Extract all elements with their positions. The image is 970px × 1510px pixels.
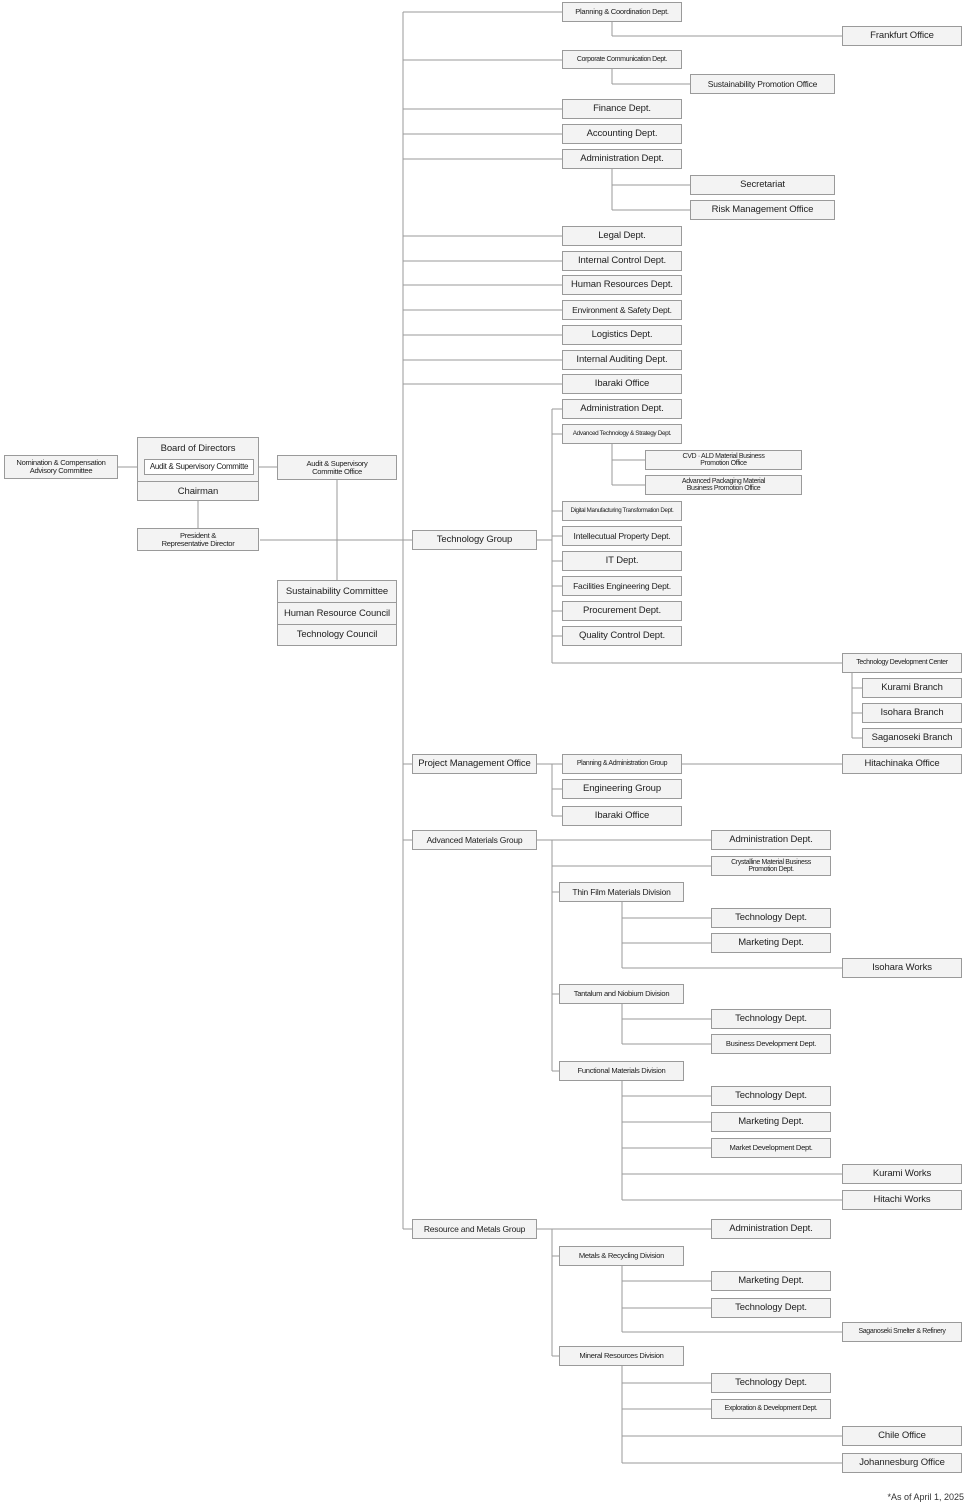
- council-sustainability: Sustainability Committee: [285, 585, 389, 597]
- thin-technology-dept: Technology Dept.: [711, 908, 831, 928]
- environment-safety-dept: Environment & Safety Dept.: [562, 300, 682, 320]
- saganoseki-branch: Saganoseki Branch: [862, 728, 962, 748]
- thin-film-materials-division: Thin Film Materials Division: [559, 882, 684, 902]
- metals-marketing-dept: Marketing Dept.: [711, 1271, 831, 1291]
- risk-management-office: Risk Management Office: [690, 200, 835, 220]
- crystalline-material-dept: Crystalline Material Business Promotion Dept.: [711, 856, 831, 876]
- tantalum-niobium-division: Tantalum and Niobium Division: [559, 984, 684, 1004]
- exploration-development-dept: Exploration & Development Dept.: [711, 1399, 831, 1419]
- council-technology: Technology Council: [296, 629, 378, 641]
- saganoseki-smelter-refinery: Saganoseki Smelter & Refinery: [842, 1322, 962, 1342]
- audit-office-box: Audit & Supervisory Committe Office: [277, 455, 397, 480]
- project-management-office: Project Management Office: [412, 754, 537, 774]
- chairman-label: Chairman: [177, 485, 219, 497]
- chile-office: Chile Office: [842, 1426, 962, 1446]
- engineering-group: Engineering Group: [562, 779, 682, 799]
- finance-dept: Finance Dept.: [562, 99, 682, 119]
- advanced-materials-group: Advanced Materials Group: [412, 830, 537, 850]
- procurement-dept: Procurement Dept.: [562, 601, 682, 621]
- facilities-engineering-dept: Facilities Engineering Dept.: [562, 576, 682, 596]
- advanced-packaging-promotion-office: Advanced Packaging Material Business Promotion Office: [645, 475, 802, 495]
- logistics-dept: Logistics Dept.: [562, 325, 682, 345]
- hitachinaka-office: Hitachinaka Office: [842, 754, 962, 774]
- sustainability-promotion-office: Sustainability Promotion Office: [690, 74, 835, 94]
- councils-box: [277, 580, 397, 646]
- kurami-works: Kurami Works: [842, 1164, 962, 1184]
- nomination-committee-box: Nomination & Compensation Advisory Committee: [4, 455, 118, 479]
- human-resources-dept: Human Resources Dept.: [562, 275, 682, 295]
- it-dept: IT Dept.: [562, 551, 682, 571]
- isohara-works: Isohara Works: [842, 958, 962, 978]
- am-administration-dept: Administration Dept.: [711, 830, 831, 850]
- quality-control-dept: Quality Control Dept.: [562, 626, 682, 646]
- corporate-communication-dept: Corporate Communication Dept.: [562, 50, 682, 69]
- digital-manufacturing-dept: Digital Manufacturing Transformation Dept.: [562, 501, 682, 521]
- pmo-ibaraki-office: Ibaraki Office: [562, 806, 682, 826]
- as-of-date-note: *As of April 1, 2025: [887, 1492, 964, 1502]
- mineral-technology-dept: Technology Dept.: [711, 1373, 831, 1393]
- advanced-technology-strategy-dept: Advanced Technology & Strategy Dept.: [562, 424, 682, 444]
- planning-coordination-dept: Planning & Coordination Dept.: [562, 2, 682, 22]
- market-development-dept: Market Development Dept.: [711, 1138, 831, 1158]
- metals-technology-dept: Technology Dept.: [711, 1298, 831, 1318]
- board-title: Board of Directors: [160, 443, 236, 455]
- resource-metals-group: Resource and Metals Group: [412, 1219, 537, 1239]
- audit-committee-box: Audit & Supervisory Committe: [144, 459, 254, 475]
- planning-administration-group: Planning & Administration Group: [562, 754, 682, 774]
- cvd-ald-promotion-office: CVD · ALD Material Business Promotion Office: [645, 450, 802, 470]
- business-development-dept: Business Development Dept.: [711, 1034, 831, 1054]
- technology-group: Technology Group: [412, 530, 537, 550]
- board-divider: [138, 481, 258, 482]
- president-box: President & Representative Director: [137, 528, 259, 551]
- functional-technology-dept: Technology Dept.: [711, 1086, 831, 1106]
- secretariat: Secretariat: [690, 175, 835, 195]
- legal-dept: Legal Dept.: [562, 226, 682, 246]
- tantalum-technology-dept: Technology Dept.: [711, 1009, 831, 1029]
- frankfurt-office: Frankfurt Office: [842, 26, 962, 46]
- hitachi-works: Hitachi Works: [842, 1190, 962, 1210]
- internal-auditing-dept: Internal Auditing Dept.: [562, 350, 682, 370]
- metals-recycling-division: Metals & Recycling Division: [559, 1246, 684, 1266]
- accounting-dept: Accounting Dept.: [562, 124, 682, 144]
- rm-administration-dept: Administration Dept.: [711, 1219, 831, 1239]
- board-of-directors-box: [137, 437, 259, 501]
- thin-marketing-dept: Marketing Dept.: [711, 933, 831, 953]
- council-human-resource: Human Resource Council: [283, 607, 391, 619]
- administration-dept: Administration Dept.: [562, 149, 682, 169]
- functional-marketing-dept: Marketing Dept.: [711, 1112, 831, 1132]
- tech-administration-dept: Administration Dept.: [562, 399, 682, 419]
- kurami-branch: Kurami Branch: [862, 678, 962, 698]
- johannesburg-office: Johannesburg Office: [842, 1453, 962, 1473]
- isohara-branch: Isohara Branch: [862, 703, 962, 723]
- ibaraki-office: Ibaraki Office: [562, 374, 682, 394]
- mineral-resources-division: Mineral Resources Division: [559, 1346, 684, 1366]
- functional-materials-division: Functional Materials Division: [559, 1061, 684, 1081]
- intellectual-property-dept: Intellecutual Property Dept.: [562, 526, 682, 546]
- technology-development-center: Technology Development Center: [842, 653, 962, 673]
- internal-control-dept: Internal Control Dept.: [562, 251, 682, 271]
